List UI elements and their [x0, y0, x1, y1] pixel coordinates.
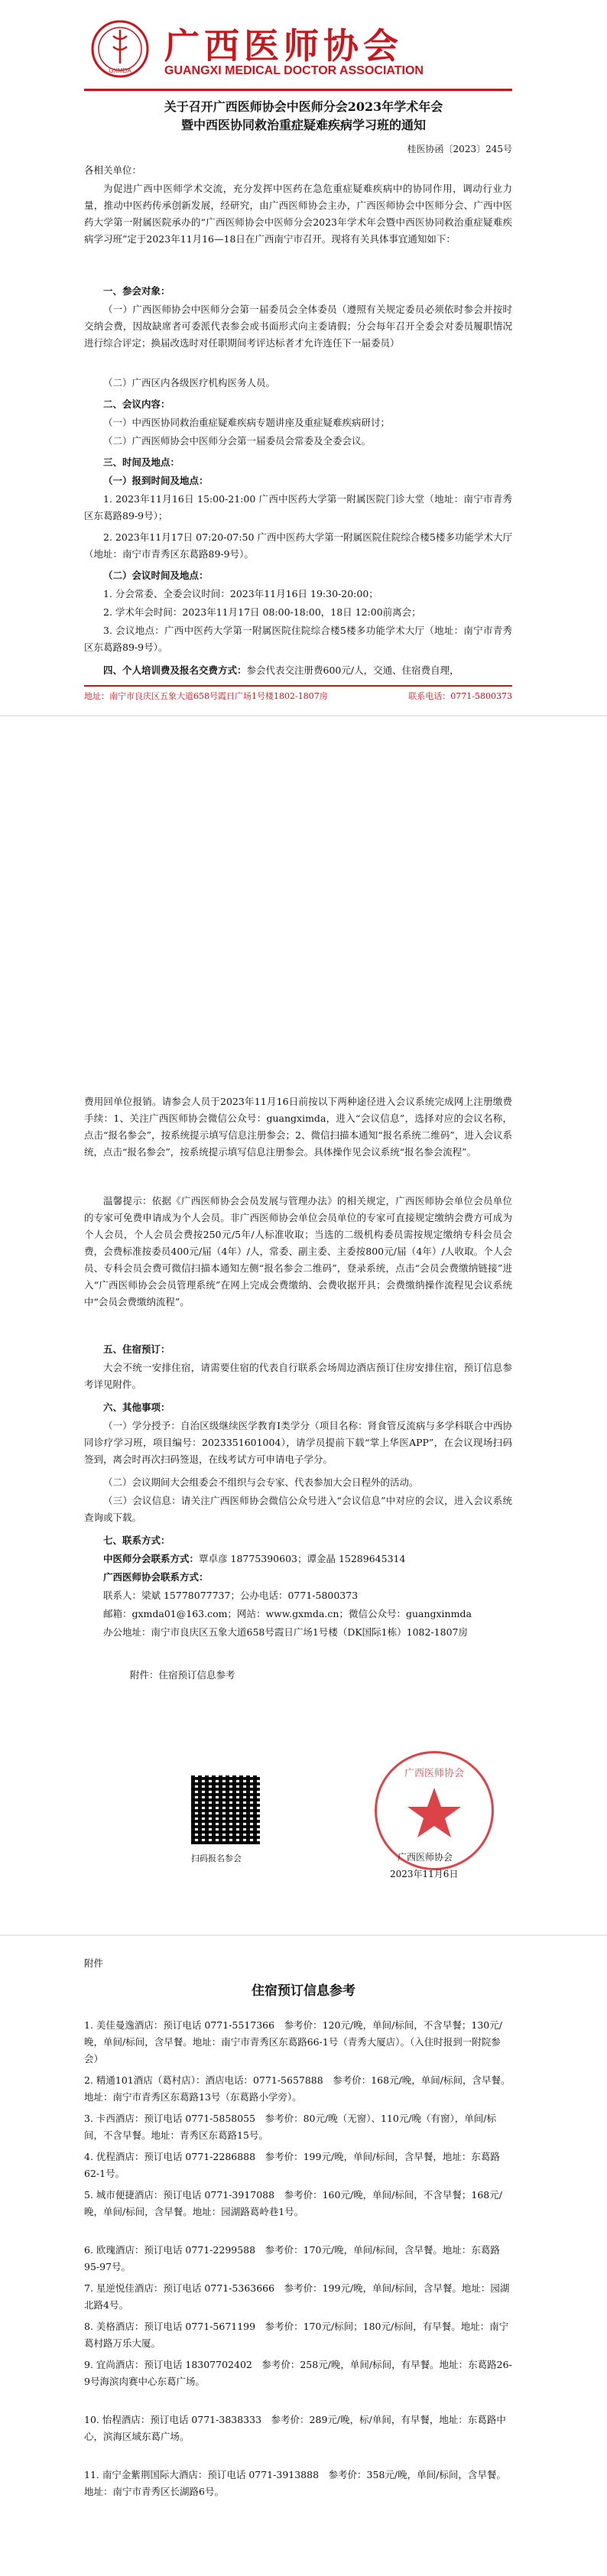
hotel-item: 8. 美格酒店：预订电话 0771-5671199 参考价：170元/标间；180元/标间，有早餐。地址：南宁葛村路万乐大厦。	[84, 2321, 509, 2349]
section-4-line	[84, 662, 512, 679]
header-rule	[84, 89, 512, 91]
section-1-item-1: （一）广西医师协会中医师分会第一届委员会全体委员（遵照有关规定委员必须依时参会并按时交纳会费，因故缺席者可委派代表参会或书面形式向主委请假；分会每年召开全委会对委员履职情况进行综合评定；换届改选时对任职期间考评达标者才允许连任下一届委员）	[84, 304, 512, 349]
section-3-sub-1-a: 1. 2023年11月16日 15:00-21:00 广西中医药大学第一附属医院门诊大堂（地址：南宁市青秀区东葛路89-9号）；	[84, 493, 512, 521]
contact-person: 联系人：梁斌 15778077737；公办电话：0771-5800373	[103, 1590, 359, 1601]
hotel-item: 1. 美佳曼逸酒店：预订电话 0771-5517366 参考价：120元/晚，单间/标间，不含早餐；130元/晚，单间/标间，含早餐。地址：南宁市青秀区东葛路66-1号（青秀大厦店）。（入住时报到一附院参会）	[84, 2019, 502, 2064]
section-6-heading: 六、其他事项：	[103, 1402, 170, 1413]
hotel-item: 9. 宜尚酒店：预订电话 18307702402 参考价：258元/晚，单间/标间，有早餐。地址：东葛路26-9号海滨肉赛中心东葛广场。	[84, 2359, 512, 2387]
contact-address: 办公地址：南宁市良庆区五象大道658号霞日广场1号楼（DK国际1栋）1082-1807房	[103, 1626, 468, 1638]
section-1-heading: 一、参会对象：	[103, 285, 170, 297]
org-name-cn: 广西医师协会	[164, 25, 403, 67]
section-4-heading: 四、个人培训费及报名交费方式：	[103, 664, 247, 676]
intro-paragraph: 为促进广西中医师学术交流，充分发挥中医药在急危重症疑难疾病中的协同作用，调动行业力量，推动中医药传承创新发展，经研究，由广西医师协会主办，广西医师协会中医师分会、广西中医药大学第一附属医院承办的“广西医师协会中医师分会2023年学术年会暨中西医协同救治重症疑难疾病学习班”定于2023年11月16—18日在广西南宁市召开。现将有关具体事宜通知如下：	[84, 183, 512, 245]
section-5-heading: 五、住宿预订：	[103, 1343, 170, 1355]
contact-association-heading: 广西医师协会联系方式：	[103, 1571, 209, 1583]
footer-rule	[84, 685, 512, 687]
page-break-2	[0, 1934, 607, 1936]
section-3-heading: 三、时间及地点：	[103, 456, 180, 468]
association-logo-icon	[90, 19, 150, 79]
section-6-item-2: （二）会议期间大会组委会不组织与会专家、代表参加大会日程外的活动。	[103, 1476, 419, 1488]
hotel-item: 2. 精通101酒店（葛村店）：酒店电话：0771-5657888 参考价：168元/晚，单间/标间，含早餐。地址：南宁市青秀区东葛路13号（东葛路小学旁）。	[84, 2074, 511, 2103]
section-4-lead: 参会代表交注册费600元/人，交通、住宿费自理，	[246, 664, 459, 676]
registration-qr-code[interactable]	[191, 1775, 260, 1844]
section-6-item-1: （一）学分授予：自治区级继续医学教育Ⅰ类学分（项目名称：肾食管反流病与多学科联合中西协同诊疗学习班，项目编号：2023351601004），请学员提前下载“掌上华医APP”，在会议现场扫码签到，离会时再次扫码签退，在线考试方可申请电子学分。	[84, 1420, 512, 1465]
doc-title-line-1: 关于召开广西医师协会中医师分会2023年学术年会	[164, 99, 443, 114]
org-name-en: GUANGXI MEDICAL DOCTOR ASSOCIATION	[164, 64, 424, 77]
hotel-item: 3. 卡西酒店：预订电话 0771-5858055 参考价：80元/晚（无窗）、110元/晚（有窗），单间/标间，不含早餐。地址：青秀区东葛路15号。	[84, 2113, 496, 2141]
section-3-sub-1-b: 2. 2023年11月17日 07:20-07:50 广西中医药大学第一附属医院住院综合楼5楼多功能学术大厅（地址：南宁市青秀区东葛路89-9号）。	[84, 531, 512, 560]
section-2-item-1: （一）中西医协同救治重症疑难疾病专题讲座及重症疑难疾病研讨；	[103, 417, 391, 428]
svg-text:GXMDA: GXMDA	[109, 67, 131, 74]
hotel-item: 6. 欧瑰酒店：预订电话 0771-2299588 参考价：170元/晚，单间/标间，含早餐。地址：东葛路95-97号。	[84, 2244, 500, 2272]
section-2-heading: 二、会议内容：	[103, 398, 170, 410]
annex-label: 附件	[84, 1957, 104, 1969]
section-3-sub-2: （二）会议时间及地点：	[103, 570, 209, 581]
section-5-text: 大会不统一安排住宿，请需要住宿的代表自行联系会场周边酒店预订住房安排住宿，预订信息参考详见附件。	[84, 1362, 512, 1390]
footer-address: 地址：南宁市良庆区五象大道658号霞日广场1号楼1802-1807房	[84, 691, 328, 701]
hotel-item: 7. 星逆悦佳酒店：预订电话 0771-5363666 参考价：199元/晚，单间/标间，含早餐。地址：园湖北路4号。	[84, 2282, 510, 2311]
attachment-note: 附件：住宿预订信息参考	[130, 1669, 235, 1681]
svg-text:广西医师协会: 广西医师协会	[404, 1768, 465, 1779]
hotel-item: 5. 城市便捷酒店：预订电话 0771-3917088 参考价：160元/晚，单间/标间，不含早餐；168元/晚，单间/标间，含早餐。地址：园湖路葛岭巷1号。	[84, 2189, 502, 2217]
tips-paragraph: 温馨提示：依据《广西医师协会会员发展与管理办法》的相关规定，广西医师协会单位会员单位的专家可免费申请成为个人会员。非广西医师协会单位会员单位的专家可直接规定缴纳会费方可成为个人会员，个人会员会费按250元/5年/人标准收取；当选的二级机构委员需按规定缴纳专科会员会费，会费标准按委员400元/届（4年）/人，常委、副主委、主委按800元/届（4年）/人收取。个人会员、专科会员会费可微信扫描本通知左侧“报名参会二维码”，登录系统，点击“会员会费缴纳链接”进入“广西医师协会会员管理系统”在网上完成会费缴纳、会费收据开具；会费缴纳操作流程见会议系统中“会员会费缴纳流程”。	[84, 1195, 512, 1307]
section-6-item-3: （三）会议信息：请关注广西医师协会微信公众号进入“会议信息”中对应的会议，进入会议系统查询或下载。	[84, 1495, 512, 1523]
contact-branch-text: 覃卓彦 18775390603；谭金晶 15289645314	[199, 1553, 406, 1564]
salutation: 各相关单位：	[84, 164, 142, 176]
section-3-sub-1: （一）报到时间及地点：	[103, 475, 209, 486]
signature-org: 广西医师协会	[398, 1852, 453, 1863]
doc-title-line-2: 暨中西医协同救治重症疑难疾病学习班的通知	[180, 118, 426, 132]
page-break-1	[0, 715, 607, 716]
document-number: 桂医协函〔2023〕245号	[407, 144, 512, 154]
section-3-sub-2-a: 1. 分会常委、全委会议时间：2023年11月16日 19:30-20:00；	[103, 588, 378, 599]
hotel-item: 4. 优程酒店：预订电话 0771-2286888 参考价：199元/晚，单间/标间，含早餐，地址：东葛路62-1号。	[84, 2151, 500, 2179]
contact-web: 邮箱：gxmda01@163.com；网站：www.gxmda.cn；微信公众号：guangxinmda	[103, 1608, 472, 1619]
qr-caption: 扫码报名参会	[191, 1853, 242, 1863]
registration-paragraph: 费用回单位报销。请参会人员于2023年11月16日前按以下两种途径进入会议系统完成网上注册缴费手续：1、关注广西医师协会微信公众号：guangximda，进入“会议信息”，选择对应的会议名称，点击“报名参会”，按系统提示填写信息注册参会；2、微信扫描本通知“报名系统二维码”，进入会议系统，点击“报名参会”，按系统提示填写信息注册参会。具体操作见会议系统“报名参会流程”。	[84, 1096, 512, 1158]
hotel-item: 11. 南宁金紫荆国际大酒店：预订电话 0771-3913888 参考价：358元/晚，单间/标间，含早餐。地址：南宁市青秀区长湖路6号。	[84, 2469, 506, 2497]
section-3-sub-2-c: 3. 会议地点：广西中医药大学第一附属医院住院综合楼5楼多功能学术大厅（地址：南宁市青秀区东葛路89-9号）。	[84, 625, 512, 653]
footer	[84, 690, 512, 702]
section-3-sub-2-b: 2. 学术年会时间：2023年11月17日 08:00-18:00，18日 12:00前离会；	[103, 606, 421, 618]
annex-title: 住宿预订信息参考	[252, 1983, 355, 1999]
section-1-item-2: （二）广西区内各级医疗机构医务人员。	[103, 377, 276, 388]
signature-date: 2023年11月6日	[390, 1869, 459, 1879]
section-7-heading: 七、联系方式：	[103, 1535, 170, 1546]
footer-phone: 联系电话：0771-5800373	[408, 691, 512, 701]
hotel-item: 10. 怡程酒店：预订电话 0771-3838333 参考价：289元/晚，标/单间，有早餐，地址：东葛路中心，滨海区域东葛广场。	[84, 2414, 506, 2442]
contact-branch: 中医师分会联系方式：覃卓彦 18775390603；谭金晶 15289645314	[103, 1553, 406, 1564]
section-2-item-2: （二）广西医师协会中医师分会第一届委员会常委及全委会议。	[103, 435, 372, 447]
